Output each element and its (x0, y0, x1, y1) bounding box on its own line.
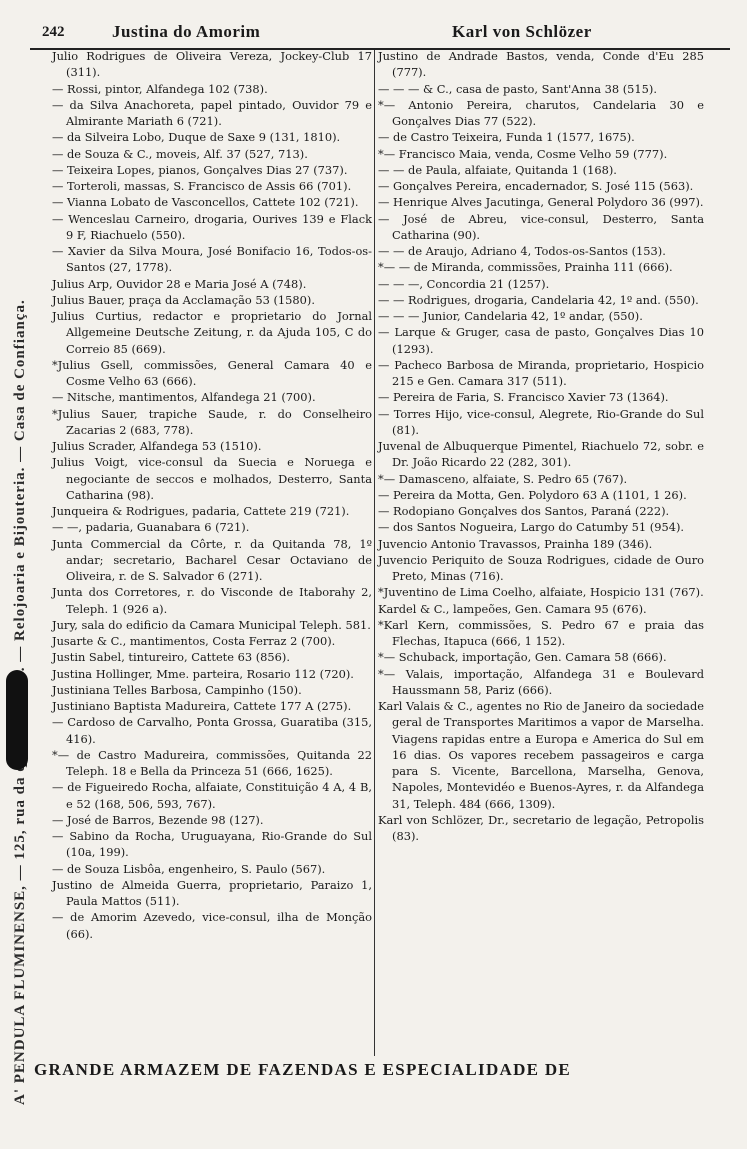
directory-entry: — Sabino da Rocha, Uruguayana, Rio-Grande do Sul (10a, 199). (52, 829, 372, 860)
footer-advertisement: GRANDE ARMAZEM DE FAZENDAS E ESPECIALIDADE DE (34, 1060, 572, 1079)
page-header (0, 8, 747, 44)
directory-entry: — Larque & Gruger, casa de pasto, Gonçalves Dias 10 (1293). (378, 325, 704, 356)
directory-entry: *Julius Sauer, trapiche Saude, r. do Conselheiro Zacarias 2 (683, 778). (52, 406, 372, 437)
directory-entry: Julio Rodrigues de Oliveira Vereza, Jockey-Club 17 (311). (52, 49, 372, 80)
column-divider (374, 50, 375, 1056)
directory-entry: — de Figueiredo Rocha, alfaiate, Constituição 4 A, 4 B, e 52 (168, 506, 593, 767). (52, 780, 372, 811)
directory-entry: — Torteroli, massas, S. Francisco de Assis 66 (701). (52, 179, 352, 193)
running-head-right: Karl von Schlözer (452, 22, 592, 41)
directory-entry: — Gonçalves Pereira, encadernador, S. José 115 (563). (378, 179, 694, 193)
directory-entry: — Rodopiano Gonçalves dos Santos, Paraná (222). (378, 504, 670, 518)
directory-entry: Junta dos Corretores, r. do Visconde de Itaborahy 2, Teleph. 1 (926 a). (52, 585, 372, 616)
directory-entry: Junta Commercial da Côrte, r. da Quitanda 78, 1º andar; secretario, Bacharel Cesar Octaviano de Oliveira, r. de S. Salvador 6 (271). (52, 536, 372, 583)
directory-entry: Karl Valais & C., agentes no Rio de Janeiro da sociedade geral de Transportes Maritimos a vapor de Marselha. Viagens rapidas entre a Europa e America do Sul em 16 dias. Os vapores recebem passageiros e carga para S. Vicente, Barcellona, Marselha, Genova, Napoles, Montevidéo e Buenos-Ayres, r. da Alfandega 31, Teleph. 484 (666, 1309). (378, 699, 704, 811)
margin-advertisement (12, 105, 34, 1105)
directory-entry: Julius Voigt, vice-consul da Suecia e Noruega e negociante de seccos e molhados, Desterro, Santa Catharina (98). (52, 455, 372, 502)
directory-entry: — — de Paula, alfaiate, Quitanda 1 (168). (378, 162, 617, 177)
directory-entry: *Juventino de Lima Coelho, alfaiate, Hospicio 131 (767). (378, 585, 704, 600)
directory-entry: — Nitsche, mantimentos, Alfandega 21 (700). (52, 390, 316, 405)
directory-entry: — Cardoso de Carvalho, Ponta Grossa, Guaratiba (315, 416). (52, 715, 372, 746)
directory-entry: — da Silva Anachoreta, papel pintado, Ouvidor 79 e Almirante Mariath 6 (721). (52, 97, 372, 128)
directory-entry: — — — & C., casa de pasto, Sant'Anna 38 (515). (378, 81, 657, 96)
directory-entry: — de Souza Lisbôa, engenheiro, S. Paulo (567). (52, 861, 326, 876)
directory-entry: — de Souza & C., moveis, Alf. 37 (527, 713). (52, 146, 308, 161)
page-number: 242 (42, 24, 65, 40)
directory-entry: Kardel & C., lampeões, Gen. Camara 95 (676). (378, 601, 647, 616)
directory-entry: — da Silveira Lobo, Duque de Saxe 9 (131, 1810). (52, 130, 341, 145)
directory-entry: — — Rodrigues, drogaria, Candelaria 42, 1º and. (550). (378, 292, 699, 307)
directory-entry: — Pereira da Motta, Gen. Polydoro 63 A (1101, 1 26). (378, 487, 687, 502)
directory-entry: Justina Hollinger, Mme. parteira, Rosario 112 (720). (52, 666, 354, 681)
directory-entry: *— de Castro Madureira, commissões, Quitanda 22 Teleph. 18 e Bella da Princeza 51 (666, 1625). (52, 747, 372, 778)
directory-entry: — de Castro Teixeira, Funda 1 (1577, 1675). (378, 130, 635, 145)
directory-entry: *— Valais, importação, Alfandega 31 e Boulevard Haussmann 58, Pariz (666). (378, 666, 704, 697)
directory-entry: Jury, sala do edificio da Camara Municipal Teleph. 581. (52, 617, 371, 632)
directory-entry: *— Francisco Maia, venda, Cosme Velho 59 (777). (378, 146, 668, 161)
directory-entry: Julius Curtius, redactor e proprietario do Jornal Allgemeine Deutsche Zeitung, r. da Ajuda 105, C do Correio 85 (669). (52, 309, 372, 356)
directory-entry: Justino de Almeida Guerra, proprietario, Paraizo 1, Paula Mattos (511). (52, 877, 372, 908)
directory-entry: — —, padaria, Guanabara 6 (721). (52, 520, 250, 535)
directory-entry: — Xavier da Silva Moura, José Bonifacio 16, Todos-os-Santos (27, 1778). (52, 244, 372, 275)
directory-entry: — Teixeira Lopes, pianos, Gonçalves Dias 27 (737). (52, 162, 348, 177)
directory-entry: Jusarte & C., mantimentos, Costa Ferraz 2 (700). (52, 634, 336, 648)
directory-entry: — — — Junior, Candelaria 42, 1º andar, (550). (378, 309, 643, 323)
directory-entry: — Vianna Lobato de Vasconcellos, Cattete 102 (721). (52, 195, 359, 210)
directory-entry: *— — de Miranda, commissões, Prainha 111 (666). (378, 260, 673, 275)
right-column (378, 48, 704, 844)
running-head-left: Justina do Amorim (112, 22, 261, 41)
directory-entry: — Rossi, pintor, Alfandega 102 (738). (52, 81, 268, 96)
directory-entry: — dos Santos Nogueira, Largo do Catumby 51 (954). (378, 520, 685, 535)
directory-entry: *— Antonio Pereira, charutos, Candelaria 30 e Gonçalves Dias 77 (522). (378, 97, 704, 128)
directory-entry: Juvencio Periquito de Souza Rodrigues, cidade de Ouro Preto, Minas (716). (378, 552, 704, 583)
directory-entry: Justiniana Telles Barbosa, Campinho (150). (52, 682, 302, 697)
directory-entry: Justino de Andrade Bastos, venda, Conde d'Eu 285 (777). (378, 49, 704, 80)
directory-entry: — José de Barros, Bezende 98 (127). (52, 812, 264, 827)
directory-entry: Karl von Schlözer, Dr., secretario de legação, Petropolis (83). (378, 812, 704, 843)
directory-entry: *— Schuback, importação, Gen. Camara 58 (666). (378, 650, 667, 665)
directory-entry: — de Amorim Azevedo, vice-consul, ilha de Monção (66). (52, 910, 372, 941)
directory-entry: — Henrique Alves Jacutinga, General Polydoro 36 (997). (378, 195, 704, 210)
directory-entry: — — —, Concordia 21 (1257). (378, 276, 550, 291)
directory-entry: Justiniano Baptista Madureira, Cattete 177 A (275). (52, 699, 352, 713)
directory-entry: Justin Sabel, tintureiro, Cattete 63 (856). (52, 650, 290, 665)
directory-entry: *Julius Gsell, commissões, General Camara 40 e Cosme Velho 63 (666). (52, 357, 372, 388)
directory-entry: Julius Scrader, Alfandega 53 (1510). (52, 439, 262, 453)
left-column (52, 48, 372, 942)
directory-entry: *— Damasceno, alfaiate, S. Pedro 65 (767). (378, 471, 628, 486)
directory-entry: — José de Abreu, vice-consul, Desterro, Santa Catharina (90). (378, 211, 704, 242)
directory-entry: Junqueira & Rodrigues, padaria, Cattete 219 (721). (52, 504, 350, 518)
directory-entry: — — de Araujo, Adriano 4, Todos-os-Santos (153). (378, 244, 666, 258)
directory-entry: Julius Bauer, praça da Acclamação 53 (1580). (52, 292, 315, 307)
directory-entry: — Pacheco Barbosa de Miranda, proprietario, Hospicio 215 e Gen. Camara 317 (511). (378, 357, 704, 388)
directory-entry: — Pereira de Faria, S. Francisco Xavier 73 (1364). (378, 390, 669, 405)
directory-entry: Juvenal de Albuquerque Pimentel, Riachuelo 72, sobr. e Dr. João Ricardo 22 (282, 301). (378, 439, 704, 470)
directory-entry: — Torres Hijo, vice-consul, Alegrete, Rio-Grande do Sul (81). (378, 406, 704, 437)
directory-entry: *Karl Kern, commissões, S. Pedro 67 e praia das Flechas, Itapuca (666, 1 152). (378, 617, 704, 648)
directory-entry: Juvencio Antonio Travassos, Prainha 189 (346). (378, 536, 653, 551)
directory-entry: Julius Arp, Ouvidor 28 e Maria José A (748). (52, 276, 307, 291)
directory-entry: — Wenceslau Carneiro, drogaria, Ourives 139 e Flack 9 F, Riachuelo (550). (52, 211, 372, 242)
ink-blot (6, 670, 28, 770)
